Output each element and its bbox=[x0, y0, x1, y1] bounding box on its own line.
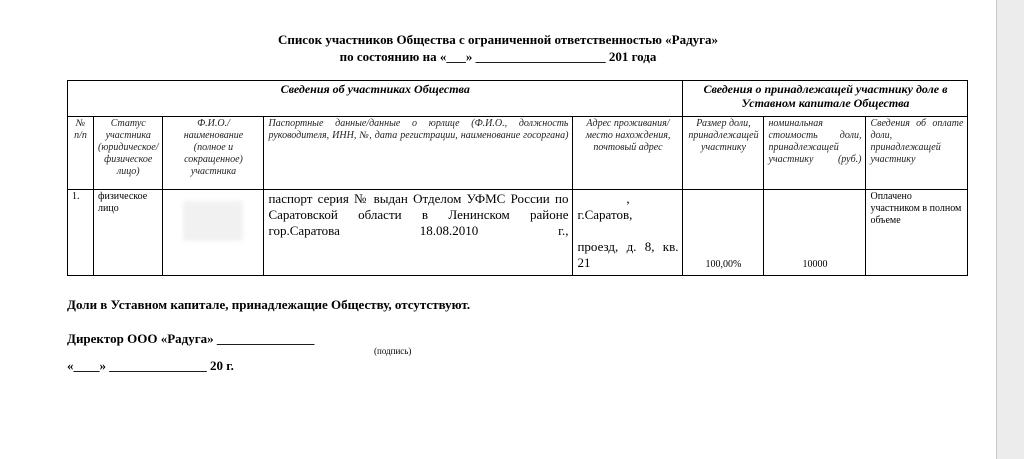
no-company-shares-note: Доли в Уставном капитале, принадлежащие Обществу, отсутствуют. bbox=[67, 297, 471, 312]
col-header-share-size: Размер доли, принадлежащей участнику bbox=[683, 117, 764, 190]
group-header-share-info: Сведения о принадлежащей участнику доле в Уставном капитале Общества bbox=[683, 81, 968, 117]
table-column-header-row bbox=[68, 117, 968, 190]
cell-status: физическое лицо bbox=[94, 190, 163, 276]
cell-passport: паспорт серия № выдан Отделом УФМС России по Саратовской области в Ленинском районе гор.Саратова 18.08.2010 г., bbox=[264, 190, 573, 276]
cell-nominal-value: 10000 bbox=[764, 190, 866, 276]
cell-address bbox=[573, 190, 683, 276]
col-header-number: № п/п bbox=[68, 117, 94, 190]
col-header-payment: Сведения об оплате доли, принадлежащей участнику bbox=[866, 117, 968, 190]
col-header-nominal-value: номинальная стоимость доли, принадлежащей участнику (руб.) bbox=[764, 117, 866, 190]
col-header-address: Адрес проживания/место нахождения, почтовый адрес bbox=[573, 117, 683, 190]
cell-share-size: 100,00% bbox=[683, 190, 764, 276]
col-header-name: Ф.И.О./наименование (полное и сокращенное) участника bbox=[163, 117, 264, 190]
table-row bbox=[68, 190, 968, 276]
document-title: Список участников Общества с ограниченной ответственностью «Радуга» bbox=[277, 32, 719, 47]
group-header-participants: Сведения об участниках Общества bbox=[68, 81, 683, 117]
cell-payment: Оплачено участником в полном объеме bbox=[866, 190, 968, 276]
col-header-status: Статус участника (юридическое/физическое лицо) bbox=[94, 117, 163, 190]
participants-table bbox=[67, 80, 968, 276]
signature-caption: (подпись) bbox=[374, 346, 412, 356]
address-comma: , bbox=[626, 191, 630, 206]
col-header-passport: Паспортные данные/данные о юрлице (Ф.И.О., должность руководителя, ИНН, №, дата регистрации, наименование госоргана) bbox=[264, 117, 573, 190]
date-line: по состоянию на «___» ____________________ 201 года bbox=[339, 49, 657, 64]
address-city: г.Саратов, bbox=[577, 207, 633, 222]
director-signature-line: Директор ООО «Радуга» _______________ bbox=[67, 331, 315, 346]
address-gap bbox=[577, 223, 678, 239]
address-street: проезд, д. 8, кв. 21 bbox=[577, 239, 679, 270]
table-group-header-row bbox=[68, 81, 968, 117]
cell-name bbox=[163, 190, 264, 276]
signature-date-line: «____» _______________ 20 г. bbox=[67, 358, 234, 373]
cell-number: 1. bbox=[68, 190, 94, 276]
redacted-name bbox=[183, 201, 243, 241]
page-edge bbox=[996, 0, 1024, 459]
